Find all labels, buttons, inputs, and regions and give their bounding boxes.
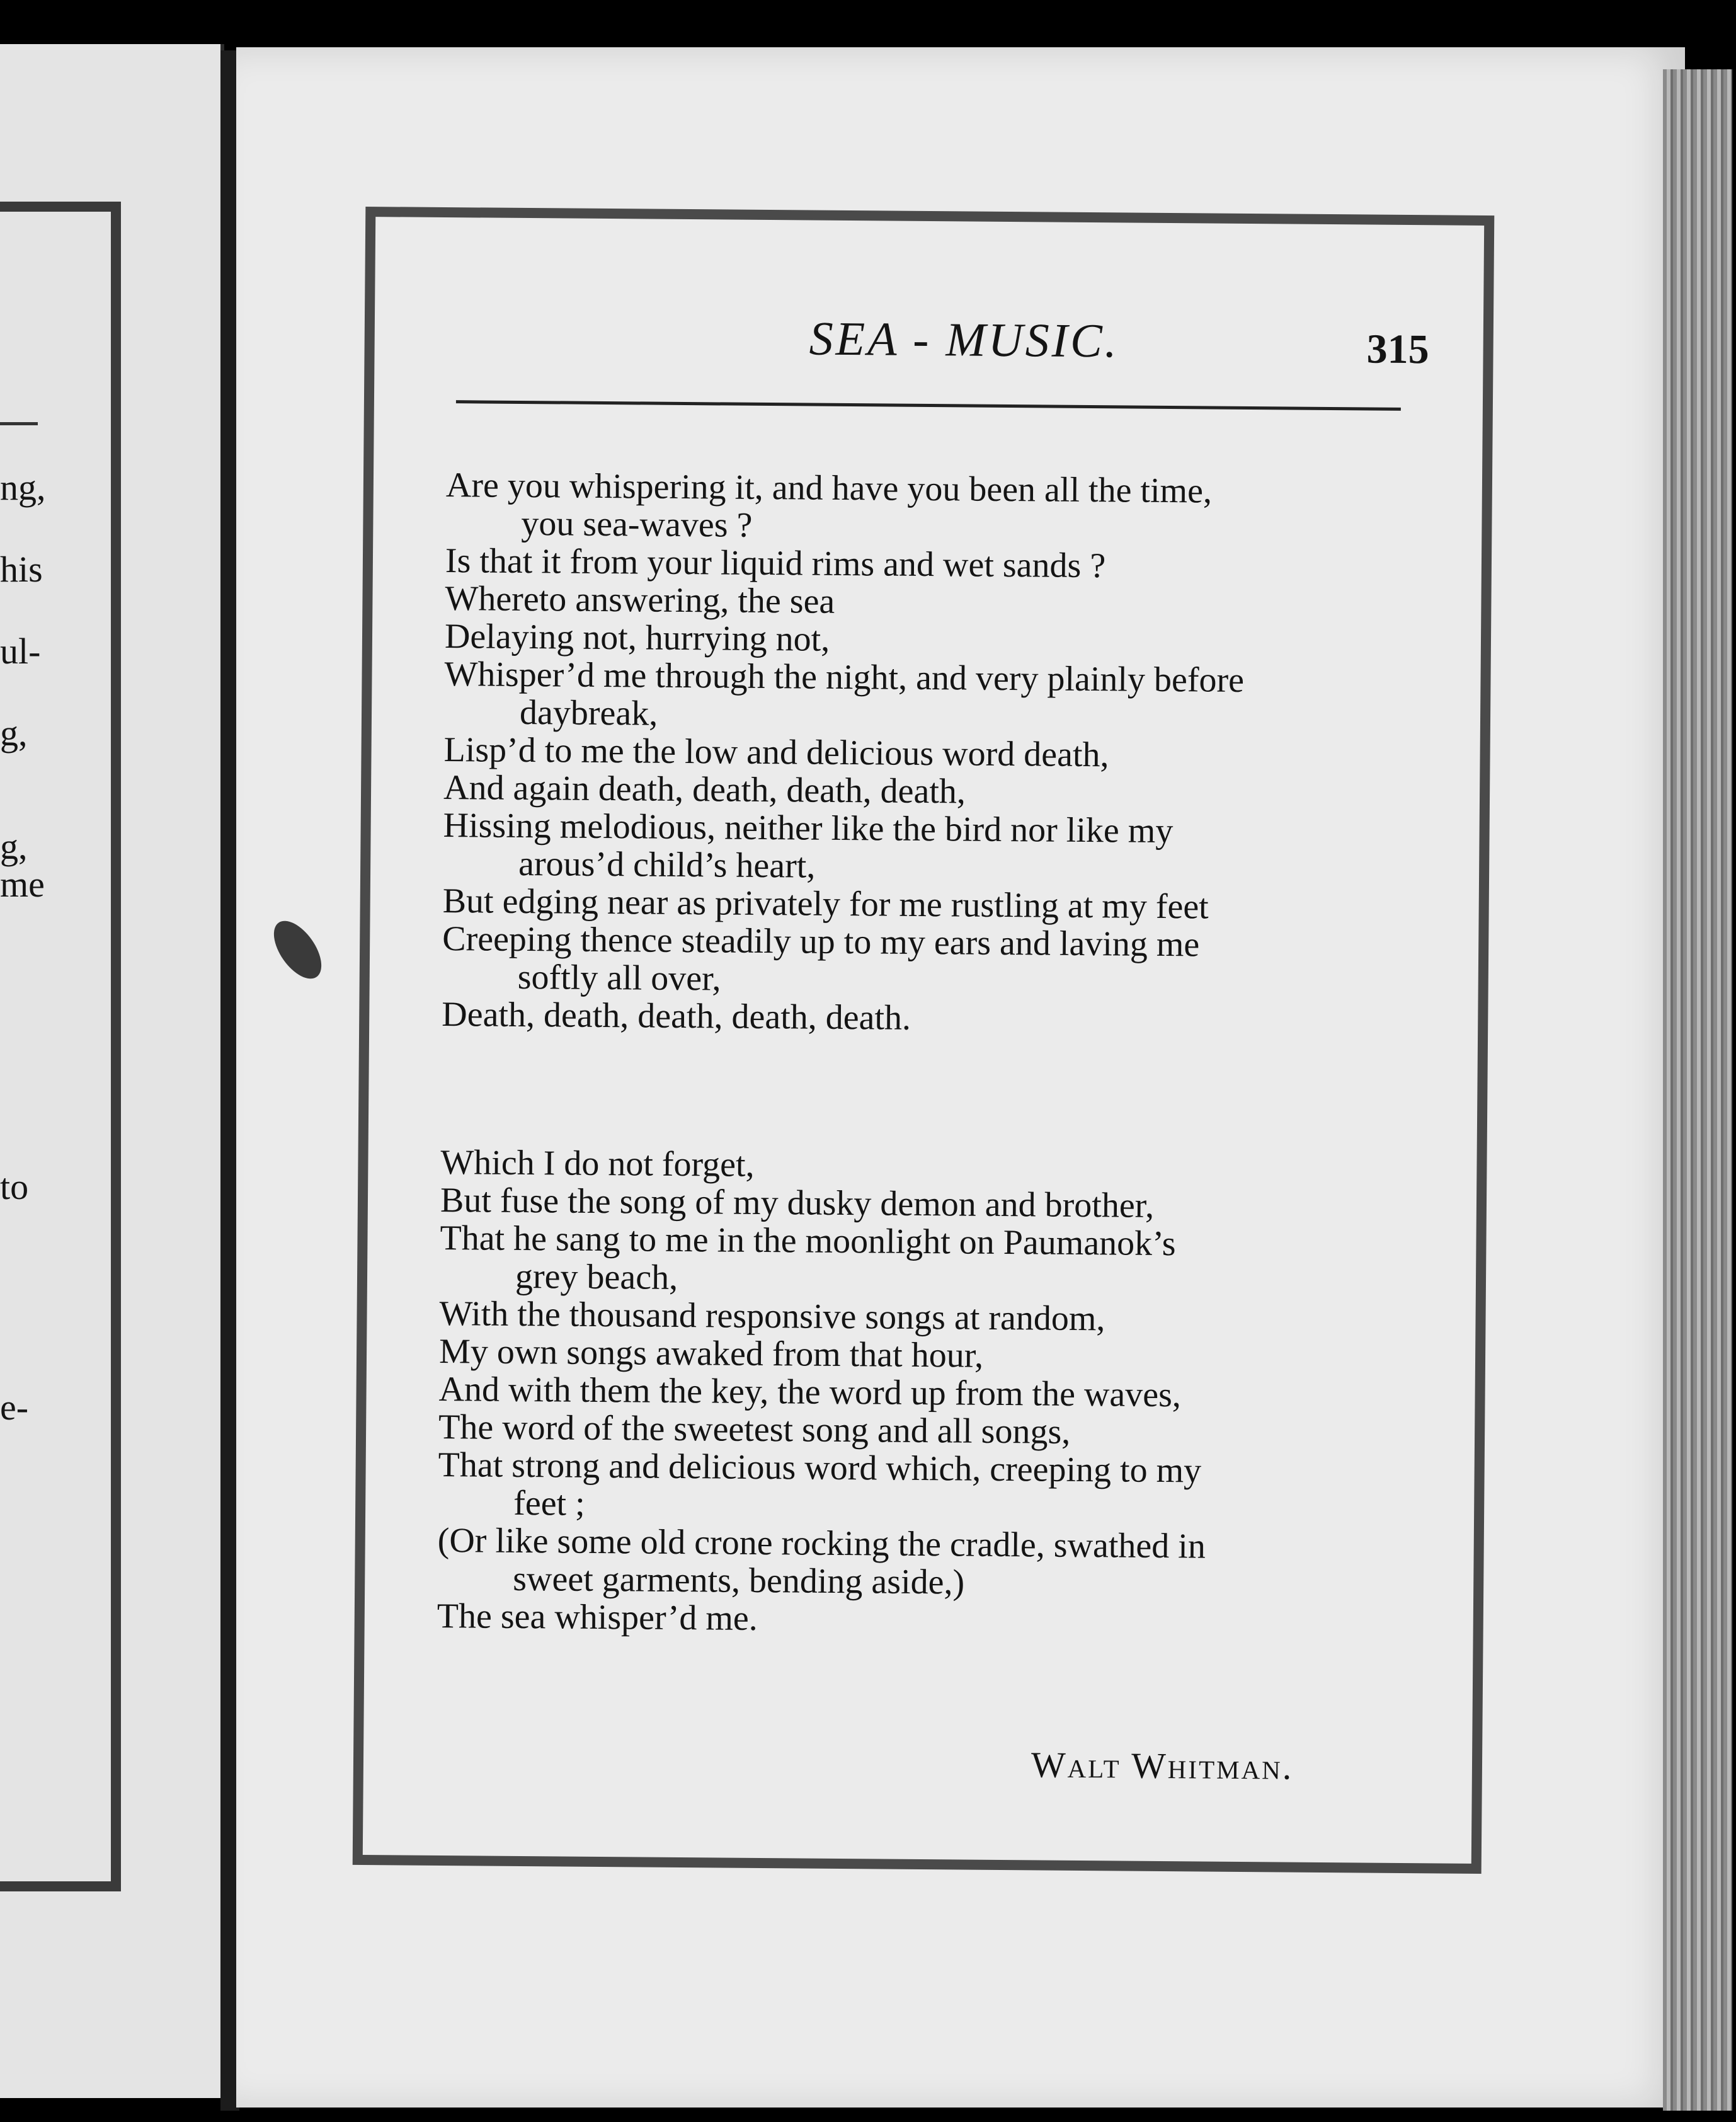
poem-line: And again death, death, death, death, [443,768,966,812]
poem-line: My own songs awaked from that hour, [438,1331,984,1375]
stanza [437,1144,1411,1643]
poem-line: daybreak, [519,692,658,733]
facing-page [0,44,224,2098]
poem-line: softly all over, [517,957,721,999]
poem-line: The word of the sweetest song and all songs, [438,1407,1071,1452]
poem-line: Are you whispering it, and have you been all the time, [445,466,1213,511]
stanza-break [441,1033,1412,1151]
facing-page-frame [0,202,121,1891]
poem-body [437,466,1417,1643]
poem-line: Creeping thence steadily up to my ears and laving me [442,919,1200,965]
page-edges [1663,69,1732,2111]
stanza [442,466,1416,1041]
poem-line: Whisper’d me through the night, and very plainly before [444,655,1245,700]
facing-page-fragment: his [0,549,43,590]
facing-page-fragment: g, [0,826,28,867]
facing-page-fragment: e- [0,1387,29,1428]
author-attribution: Walt Whitman. [1031,1744,1294,1787]
poem-line: Is that it from your liquid rims and wet sands ? [445,541,1106,586]
poem-line: you sea-waves ? [521,503,753,545]
header-rule [456,400,1401,411]
poem-line: That strong and delicious word which, creeping to my [438,1445,1202,1491]
facing-page-fragment: ng, [0,467,46,508]
facing-page-fragment: g, [0,713,28,754]
poem-line: Which I do not forget, [440,1142,755,1184]
page-number: 315 [1366,326,1429,373]
poem-line: feet ; [513,1483,585,1523]
facing-page-fragment: to [0,1166,29,1207]
poem-line: Whereto answering, the sea [445,579,835,621]
poem-line: But fuse the song of my dusky demon and brother, [440,1180,1155,1225]
facing-page-fragment: me [0,864,45,905]
facing-page-fragment: ul- [0,631,41,672]
poem-line: With the thousand responsive songs at random, [439,1293,1105,1339]
poem-line: Hissing melodious, neither like the bird nor like my [443,806,1174,851]
poem-line: That he sang to me in the moonlight on Paumanok’s [440,1218,1176,1264]
facing-page-rule [0,422,38,425]
poem-line: But edging near as privately for me rustling at my feet [442,881,1209,927]
poem-line: Death, death, death, death, death. [442,994,911,1038]
poem-line: Delaying not, hurrying not, [444,617,830,659]
poem-line: The sea whisper’d me. [437,1596,758,1638]
running-title: SEA - MUSIC. [809,312,1120,368]
poem-line: arous’d child’s heart, [518,844,816,886]
page-border-frame [353,207,1495,1874]
poem-line: sweet garments, bending aside,) [513,1559,965,1602]
poem-line: And with them the key, the word up from the waves, [438,1369,1182,1415]
poem-line: (Or like some old crone rocking the cradle, swathed in [437,1520,1206,1566]
poem-line: Lisp’d to me the low and delicious word death, [443,730,1109,775]
poem-line: grey beach, [515,1256,678,1297]
